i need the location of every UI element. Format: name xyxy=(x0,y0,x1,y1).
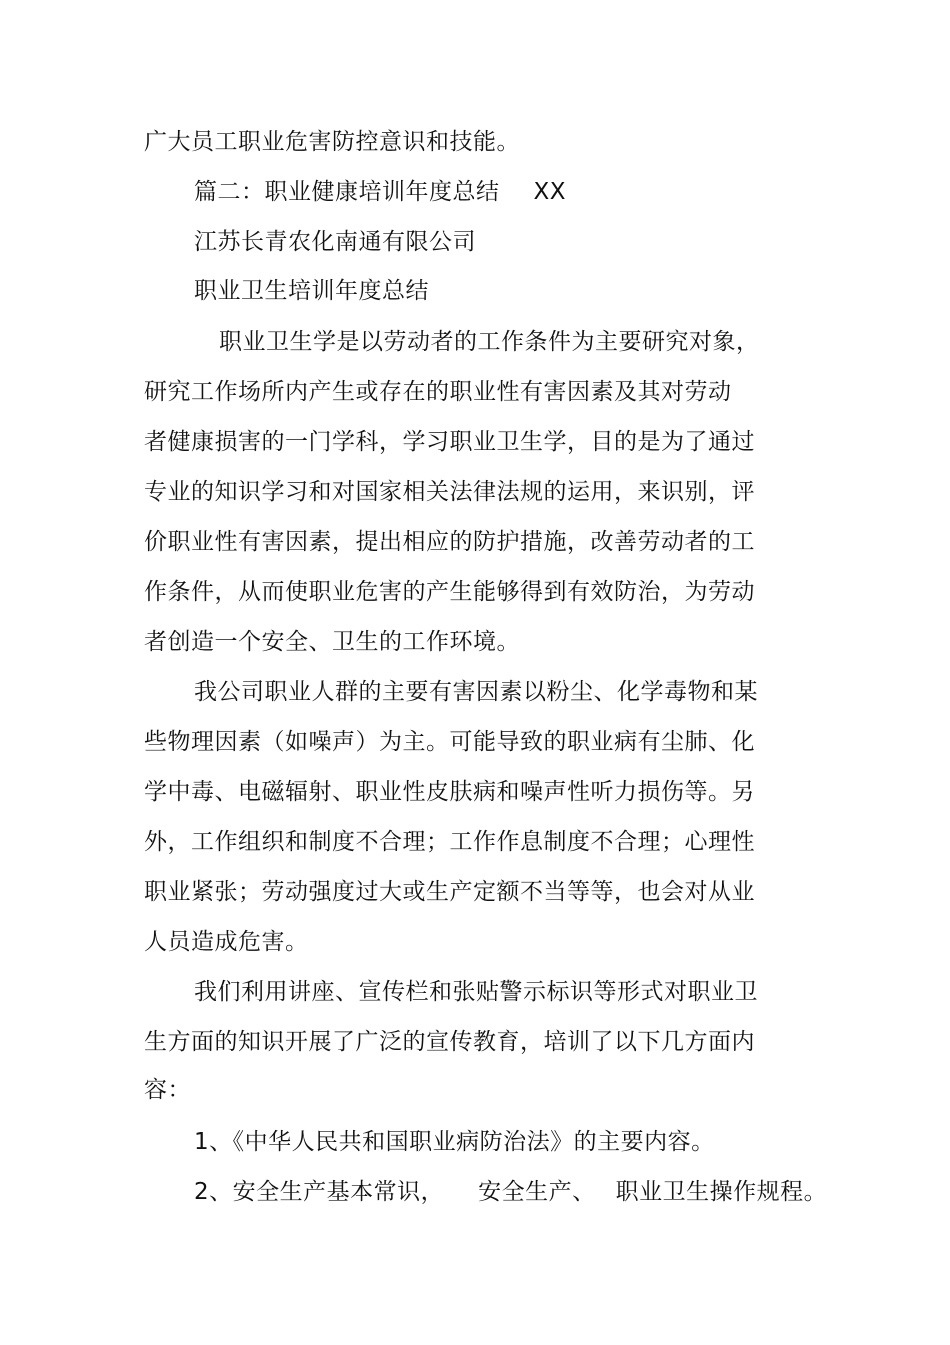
paragraph-line: 学中毒、电磁辐射、职业性皮肤病和噪声性听力损伤等。另 xyxy=(144,779,755,805)
paragraph-line: 我公司职业人群的主要有害因素以粉尘、化学毒物和某 xyxy=(194,679,758,705)
section-heading-suffix: XX xyxy=(533,179,567,205)
paragraph-line: 专业的知识学习和对国家相关法律法规的运用，来识别，评 xyxy=(144,479,755,505)
list-item: 1、《中华人民共和国职业病防治法》的主要内容。 xyxy=(194,1129,715,1155)
list-item-part: 职业卫生操作规程。 xyxy=(615,1179,828,1205)
paragraph-line: 者创造一个安全、卫生的工作环境。 xyxy=(144,629,520,655)
paragraph-line: 者健康损害的一门学科，学习职业卫生学，目的是为了通过 xyxy=(144,429,755,455)
paragraph-line: 生方面的知识开展了广泛的宣传教育，培训了以下几方面内 xyxy=(144,1029,755,1055)
paragraph-line: 些物理因素（如噪声）为主。可能导致的职业病有尘肺、化 xyxy=(144,729,755,755)
paragraph-line: 职业卫生学是以劳动者的工作条件为主要研究对象， xyxy=(219,329,760,355)
paragraph-line: 容： xyxy=(144,1077,191,1103)
paragraph-line: 人员造成危害。 xyxy=(144,929,309,955)
document-title: 职业卫生培训年度总结 xyxy=(194,278,429,304)
list-item-part: 安全生产、 xyxy=(478,1179,596,1205)
list-item-part: 2、安全生产基本常识， xyxy=(194,1179,445,1205)
paragraph-line: 研究工作场所内产生或存在的职业性有害因素及其对劳动 xyxy=(144,379,732,405)
paragraph-line: 我们利用讲座、宣传栏和张贴警示标识等形式对职业卫 xyxy=(194,979,758,1005)
company-name: 江苏长青农化南通有限公司 xyxy=(194,229,476,255)
section-heading xyxy=(194,177,566,207)
paragraph-line: 价职业性有害因素，提出相应的防护措施，改善劳动者的工 xyxy=(144,529,755,555)
paragraph-line: 作条件，从而使职业危害的产生能够得到有效防治，为劳动 xyxy=(144,579,755,605)
list-item xyxy=(194,1177,827,1207)
paragraph-line: 职业紧张；劳动强度过大或生产定额不当等等，也会对从业 xyxy=(144,879,755,905)
text-line: 广大员工职业危害防控意识和技能。 xyxy=(144,129,520,155)
section-heading-title: 篇二：职业健康培训年度总结 xyxy=(194,179,500,205)
paragraph-line: 外，工作组织和制度不合理；工作作息制度不合理；心理性 xyxy=(144,829,755,855)
